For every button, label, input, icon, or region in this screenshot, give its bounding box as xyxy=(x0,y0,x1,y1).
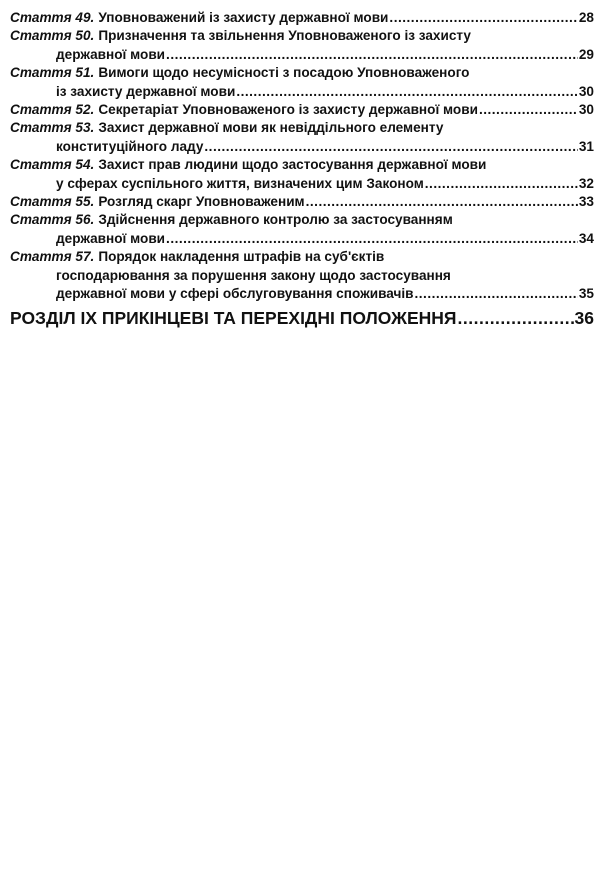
dot-leader xyxy=(166,46,578,64)
section-heading xyxy=(10,306,594,330)
dot-leader xyxy=(425,175,578,193)
article-number: Стаття 53. xyxy=(10,120,95,136)
toc-entry-line xyxy=(10,101,594,119)
dot-leader xyxy=(166,230,578,248)
article-title-text: Захист прав людини щодо застосування державної мови xyxy=(98,157,487,173)
section-title: РОЗДІЛ IX ПРИКІНЦЕВІ ТА ПЕРЕХІДНІ ПОЛОЖЕННЯ xyxy=(10,307,457,328)
article-title-text: Здійснення державного контролю за застосуванням xyxy=(98,212,453,228)
page-number: 33 xyxy=(578,194,594,210)
article-title-text: державної мови xyxy=(56,46,166,62)
toc-entry xyxy=(10,101,594,119)
article-title-text: Секретаріат Уповноваженого із захисту державної мови xyxy=(98,102,478,118)
page-number: 30 xyxy=(578,102,594,118)
page-number: 31 xyxy=(578,138,594,154)
toc-entry xyxy=(10,211,594,248)
dot-leader xyxy=(306,193,578,211)
dot-leader xyxy=(415,285,578,303)
page-number: 28 xyxy=(578,10,594,25)
article-title-text: конституційного ладу xyxy=(56,138,204,154)
toc-entry xyxy=(10,248,594,303)
toc-entry-line xyxy=(10,193,594,211)
article-number: Стаття 49. xyxy=(10,10,95,25)
article-title-text: Розгляд скарг Уповноваженим xyxy=(98,194,305,210)
toc-entry-line xyxy=(10,46,594,64)
article-number: Стаття 52. xyxy=(10,102,95,118)
toc-entry-line xyxy=(10,211,594,229)
toc-entry xyxy=(10,193,594,211)
page-number: 36 xyxy=(574,307,594,328)
toc-entry xyxy=(10,156,594,193)
article-number: Стаття 51. xyxy=(10,65,95,81)
toc-entry-line xyxy=(10,138,594,156)
page-number: 30 xyxy=(578,83,594,99)
article-title-text: Порядок накладення штрафів на суб'єктів xyxy=(98,249,385,265)
article-title-text: державної мови у сфері обслуговування споживачів xyxy=(56,286,414,302)
article-title-text: господарювання за порушення закону щодо застосування xyxy=(56,267,451,283)
article-title-text: державної мови xyxy=(56,230,166,246)
article-number: Стаття 56. xyxy=(10,212,95,228)
toc-entry xyxy=(10,119,594,156)
article-title-text: Захист державної мови як невіддільного елементу xyxy=(98,120,444,136)
toc-entry-line xyxy=(10,230,594,248)
article-number: Стаття 55. xyxy=(10,194,95,210)
dot-leader xyxy=(479,101,578,119)
toc-entry-line xyxy=(10,9,594,27)
toc-entry xyxy=(10,27,594,64)
article-number: Стаття 54. xyxy=(10,157,95,173)
toc-entry-line xyxy=(10,119,594,137)
toc-entry xyxy=(10,9,594,27)
table-of-contents xyxy=(10,9,594,330)
dot-leader xyxy=(236,83,578,101)
article-title-text: у сферах суспільного життя, визначених цим Законом xyxy=(56,175,424,191)
article-title-text: Вимоги щодо несумісності з посадою Уповноваженого xyxy=(98,65,470,81)
toc-entry-line xyxy=(10,156,594,174)
article-title-text: Призначення та звільнення Уповноваженого із захисту xyxy=(98,28,471,44)
toc-entry-line xyxy=(10,27,594,45)
page-number: 29 xyxy=(578,46,594,62)
toc-entry xyxy=(10,64,594,101)
toc-entry-line xyxy=(10,267,594,285)
page-number: 32 xyxy=(578,175,594,191)
page-number: 34 xyxy=(578,230,594,246)
toc-entry-line xyxy=(10,83,594,101)
toc-entry-line xyxy=(10,285,594,303)
dot-leader xyxy=(458,306,574,330)
article-title-text: із захисту державної мови xyxy=(56,83,236,99)
toc-entry-line xyxy=(10,175,594,193)
article-title-text: Уповноважений із захисту державної мови xyxy=(98,10,389,25)
page-number: 35 xyxy=(578,286,594,302)
toc-entry-line xyxy=(10,64,594,82)
article-number: Стаття 50. xyxy=(10,28,95,44)
dot-leader xyxy=(204,138,577,156)
toc-entry-line xyxy=(10,248,594,266)
dot-leader xyxy=(389,9,577,27)
article-number: Стаття 57. xyxy=(10,249,95,265)
